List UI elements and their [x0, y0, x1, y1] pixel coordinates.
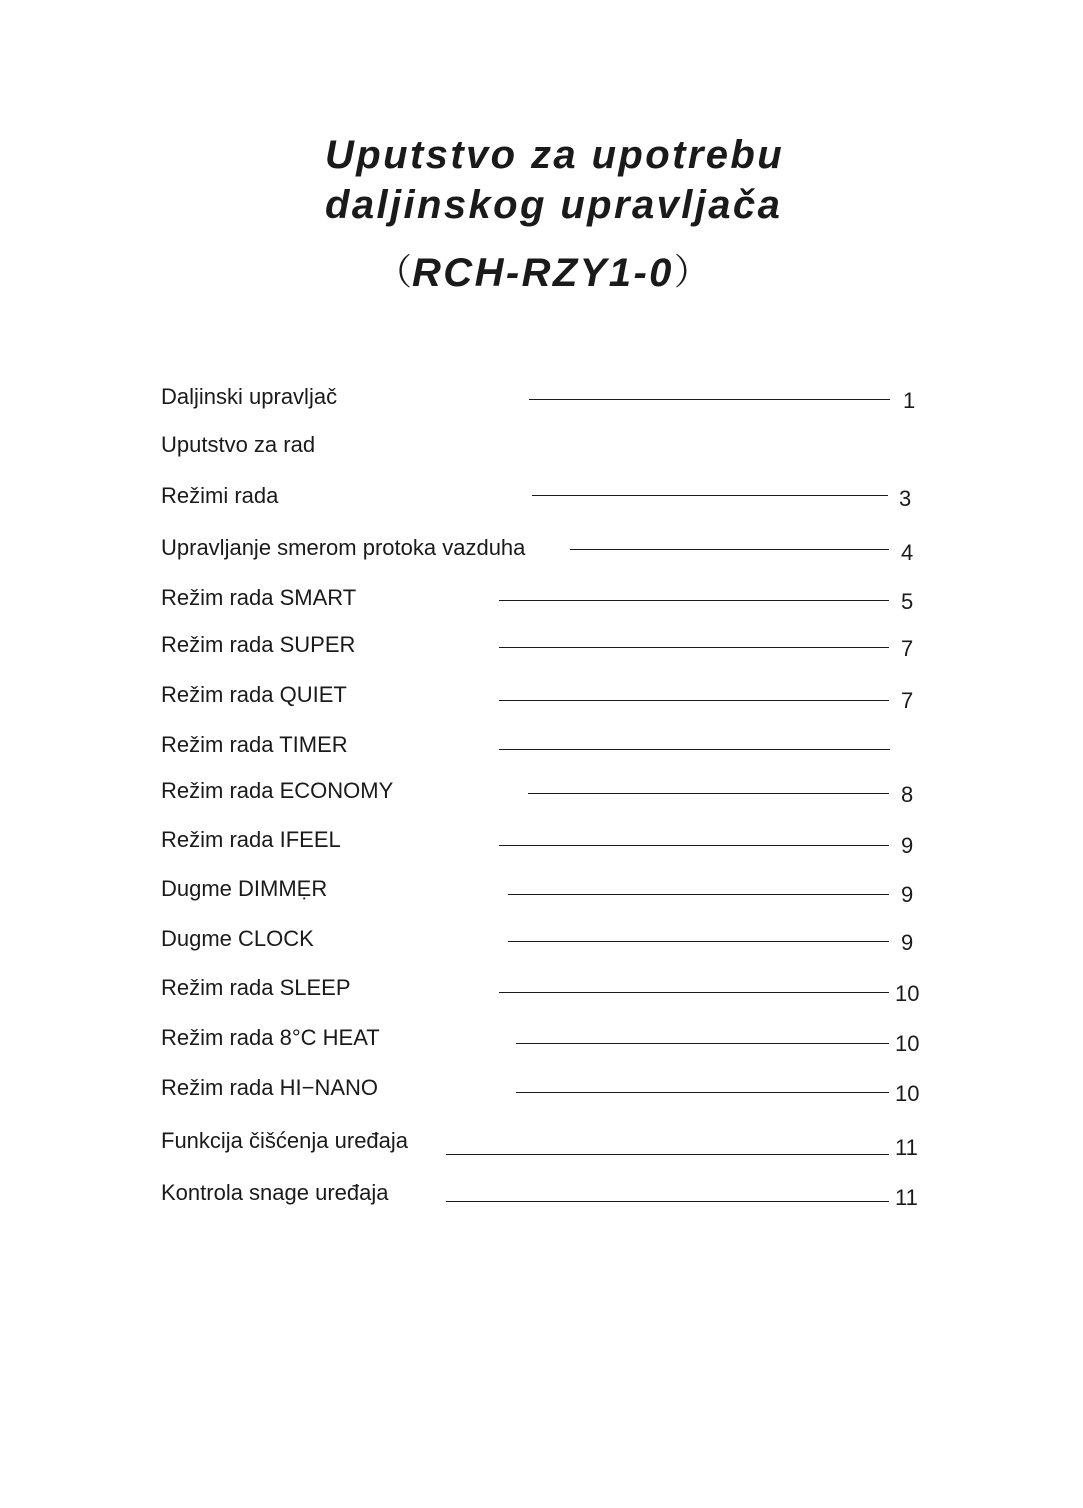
open-parenthesis: （	[376, 251, 413, 292]
toc-entry-label: Režim rada 8°C HEAT	[161, 1025, 380, 1050]
toc-entry-label: Režim rada HI−NANO	[161, 1075, 379, 1100]
toc-leader-line	[499, 992, 889, 993]
toc-leader-line	[516, 1043, 889, 1044]
model-number: RCH-RZY1-0	[412, 251, 674, 295]
toc-leader-line	[499, 845, 889, 846]
toc-entry[interactable]	[0, 732, 1083, 762]
toc-entry[interactable]	[0, 926, 1083, 956]
toc-leader-line	[528, 793, 889, 794]
toc-entry-label: Režim rada SUPER	[161, 632, 356, 657]
toc-entry-label: Kontrola snage uređaja	[161, 1180, 389, 1205]
toc-entry[interactable]	[0, 483, 1083, 513]
close-parenthesis: ）	[673, 251, 710, 292]
toc-entry[interactable]	[0, 827, 1083, 857]
toc-entry[interactable]	[0, 384, 1083, 414]
toc-entry[interactable]	[0, 632, 1083, 662]
toc-entry-label: Dugme CLOCK	[161, 926, 314, 951]
toc-entry[interactable]	[0, 778, 1083, 808]
toc-leader-line	[446, 1201, 889, 1202]
toc-leader-line	[570, 549, 889, 550]
toc-entry[interactable]	[0, 585, 1083, 615]
toc-entry-page: 9	[901, 833, 914, 858]
toc-entry[interactable]	[0, 1075, 1083, 1105]
toc-entry[interactable]	[0, 1180, 1083, 1210]
toc-entry-page: 10	[895, 1081, 920, 1106]
toc-entry-page: 9	[901, 882, 914, 907]
toc-entry-page: 5	[901, 589, 914, 614]
toc-leader-line	[499, 749, 890, 750]
toc-entry-label: Dugme DIMMẸR	[161, 876, 328, 901]
document-title-line-2: daljinskog upravljača	[325, 183, 783, 227]
toc-leader-line	[532, 495, 888, 496]
toc-entry[interactable]	[0, 876, 1083, 906]
toc-leader-line	[499, 600, 889, 601]
toc-entry-label: Režim rada SMART	[161, 585, 357, 610]
toc-entry-page: 7	[901, 636, 914, 661]
toc-entry[interactable]	[0, 1025, 1083, 1055]
toc-entry-label: Funkcija čišćenja uređaja	[161, 1128, 409, 1153]
toc-entry-page: 11	[895, 1135, 918, 1160]
toc-leader-line	[499, 647, 889, 648]
toc-entry[interactable]	[0, 1128, 1083, 1158]
toc-entry[interactable]	[0, 682, 1083, 712]
toc-entry-label: Režim rada ECONOMY	[161, 778, 394, 803]
toc-entry-page: 10	[895, 981, 920, 1006]
toc-entry-label: Daljinski upravljač	[161, 384, 338, 409]
toc-entry-page: 7	[901, 688, 914, 713]
toc-entry-label: Režimi rada	[161, 483, 279, 508]
toc-leader-line	[508, 941, 889, 942]
toc-entry-label: Upravljanje smerom protoka vazduha	[161, 535, 526, 560]
toc-entry-page: 4	[901, 540, 914, 565]
toc-entry-page: 1	[903, 388, 916, 413]
toc-entry-label: Režim rada QUIET	[161, 682, 347, 707]
toc-entry-label: Režim rada TIMER	[161, 732, 348, 757]
toc-entry-label: Režim rada IFEEL	[161, 827, 341, 852]
toc-entry-page: 8	[901, 782, 914, 807]
toc-leader-line	[516, 1092, 889, 1093]
toc-leader-line	[508, 894, 889, 895]
toc-entry-page: 3	[899, 486, 912, 511]
toc-entry[interactable]	[0, 432, 1083, 462]
toc-entry-page: 10	[895, 1031, 920, 1056]
toc-leader-line	[446, 1154, 889, 1155]
document-title-line-1: Uputstvo za upotrebu	[325, 133, 785, 177]
toc-entry-page: 11	[895, 1185, 918, 1210]
toc-entry-label: Uputstvo za rad	[161, 432, 316, 457]
toc-leader-line	[529, 399, 890, 400]
toc-entry[interactable]	[0, 535, 1083, 565]
toc-entry-page: 9	[901, 930, 914, 955]
toc-entry[interactable]	[0, 975, 1083, 1005]
toc-entry-label: Režim rada SLEEP	[161, 975, 351, 1000]
model-designation	[376, 253, 710, 293]
toc-leader-line	[499, 700, 889, 701]
